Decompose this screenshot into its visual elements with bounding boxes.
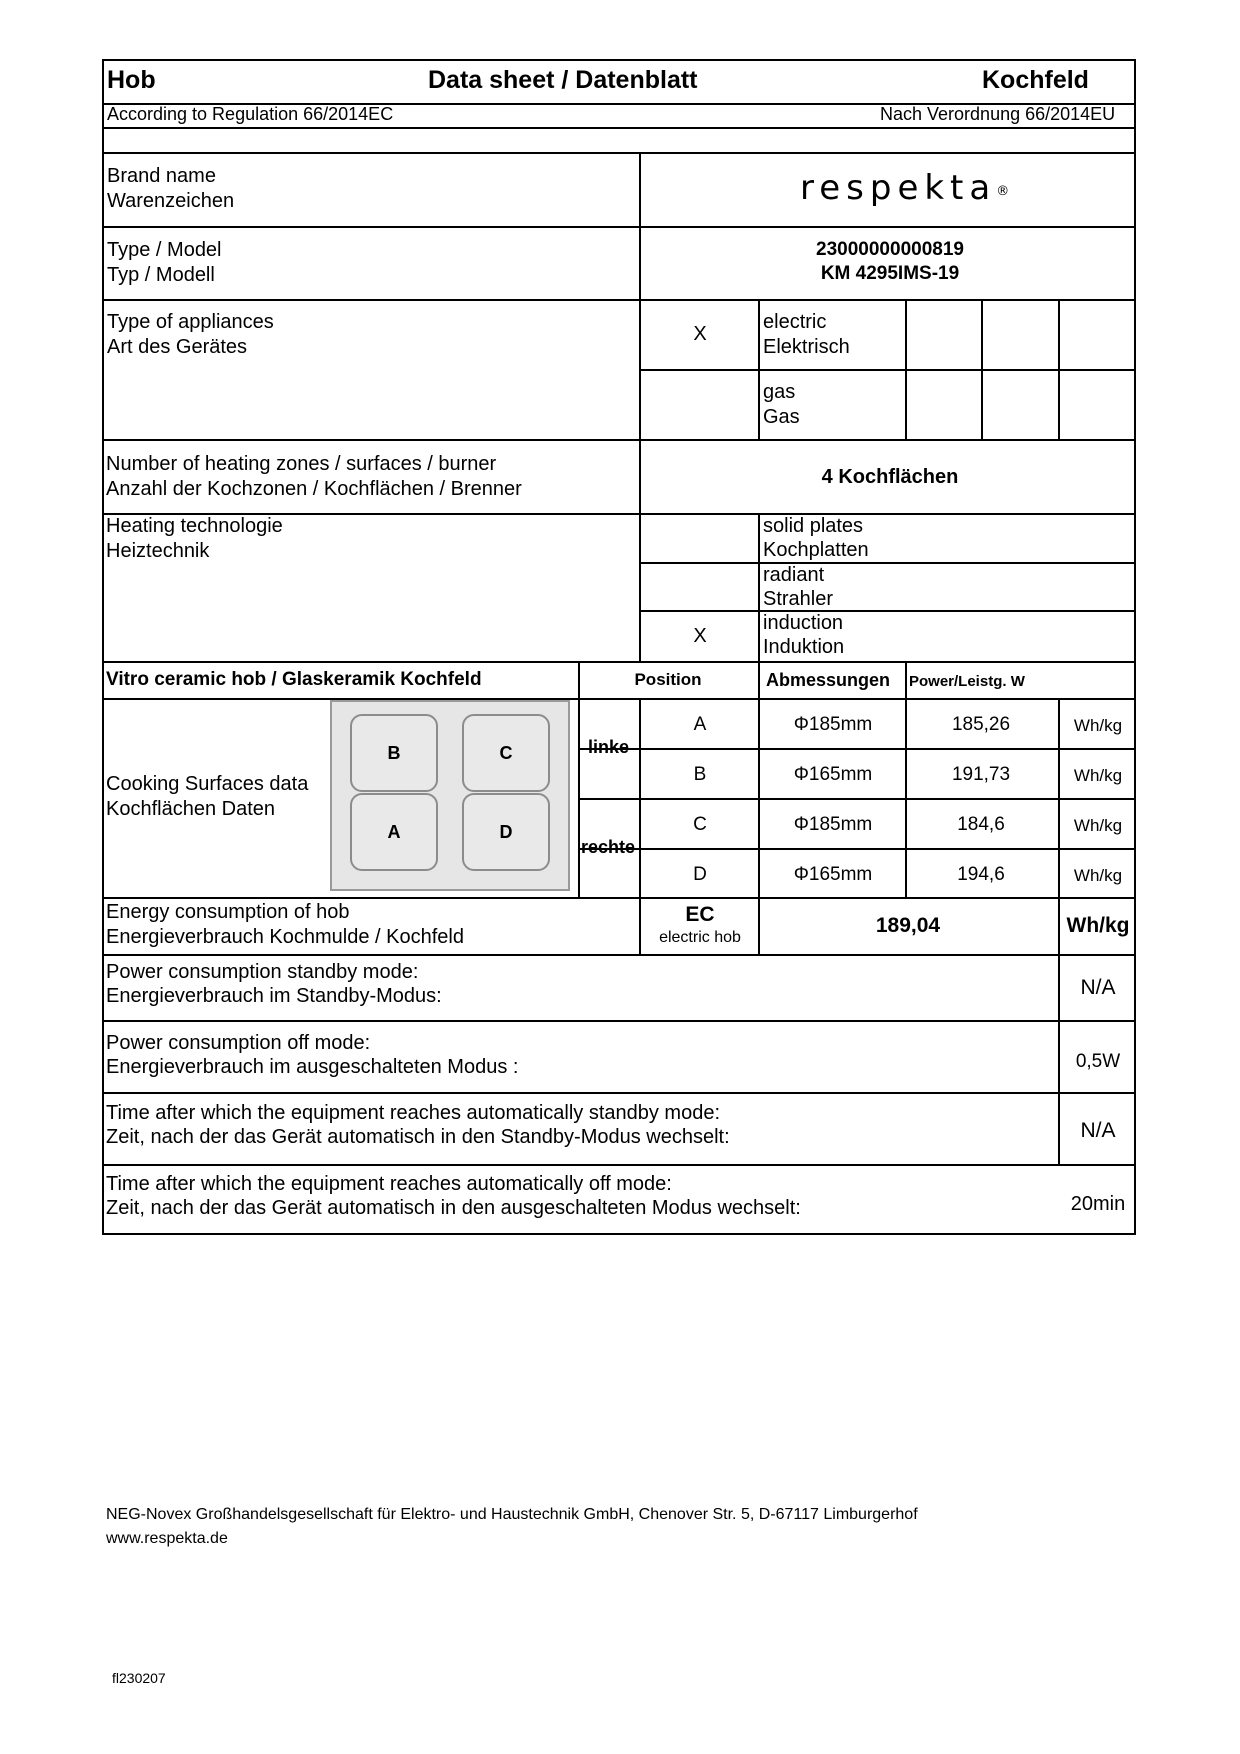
- off-time-value: 20min: [1070, 1193, 1126, 1215]
- electric-mark: X: [693, 323, 707, 345]
- standby-label-de: Energieverbrauch im Standby-Modus:: [106, 985, 442, 1007]
- row-b-dim: Φ165mm: [793, 764, 873, 785]
- row-d-pos: D: [693, 864, 707, 885]
- rule: [981, 299, 983, 439]
- zone-top-right: C: [462, 714, 550, 792]
- row-a-unit: Wh/kg: [1073, 716, 1123, 735]
- col-power: Power/Leistg. W: [909, 673, 1025, 690]
- surfaces-label-en: Cooking Surfaces data: [106, 773, 309, 795]
- regulation-de: Nach Verordnung 66/2014EU: [880, 104, 1116, 124]
- row-d-value: 194,6: [957, 864, 1005, 885]
- row-a-dim: Φ185mm: [793, 714, 873, 735]
- row-a-value: 185,26: [951, 714, 1011, 735]
- brand-label-de: Warenzeichen: [107, 190, 235, 212]
- zones-label-de: Anzahl der Kochzonen / Kochflächen / Brenner: [106, 478, 522, 500]
- option-electric: [763, 310, 850, 360]
- option-radiant: [763, 563, 833, 611]
- hob-diagram: [330, 700, 570, 891]
- off-time-label-en: Time after which the equipment reaches automatically off mode:: [106, 1173, 672, 1195]
- footer-website: www.respekta.de: [106, 1530, 228, 1547]
- side-right: rechte: [581, 837, 636, 857]
- standby-value: N/A: [1080, 976, 1116, 999]
- surfaces-label: [106, 772, 308, 822]
- col-dimensions: Abmessungen: [766, 670, 891, 690]
- rule: [639, 152, 641, 661]
- zones-label-en: Number of heating zones / surfaces / burner: [106, 453, 497, 475]
- rule: [104, 954, 1134, 956]
- logo-text: respekta: [800, 168, 997, 208]
- appliance-type-label-en: Type of appliances: [107, 311, 274, 333]
- energy-unit: Wh/kg: [1066, 914, 1130, 937]
- header-kochfeld: Kochfeld: [982, 66, 1089, 94]
- standby-time-value: N/A: [1080, 1119, 1116, 1142]
- regulation-en: According to Regulation 66/2014EC: [107, 104, 394, 124]
- rule: [104, 226, 1134, 228]
- option-gas: [763, 380, 800, 430]
- rule: [104, 698, 1134, 700]
- model-label-en: Type / Model: [107, 239, 222, 261]
- registered-mark: ®: [996, 184, 1010, 199]
- induction-mark: X: [693, 625, 707, 647]
- rule: [104, 1020, 1134, 1022]
- model-number: 23000000000819: [816, 239, 964, 260]
- zone-bottom-left: A: [350, 793, 438, 871]
- energy-code-sub: electric hob: [659, 929, 741, 946]
- energy-label-de: Energieverbrauch Kochmulde / Kochfeld: [106, 926, 464, 948]
- off-time-label-de: Zeit, nach der das Gerät automatisch in den ausgeschalteten Modus wechselt:: [106, 1197, 801, 1219]
- rule: [578, 661, 580, 897]
- model-label: [107, 238, 222, 288]
- standby-label-en: Power consumption standby mode:: [106, 961, 419, 983]
- rule: [104, 127, 1134, 129]
- option-induction-en: induction: [763, 612, 844, 634]
- row-c-pos: C: [693, 814, 707, 835]
- model-name: KM 4295IMS-19: [820, 263, 960, 284]
- rule: [104, 299, 1134, 301]
- option-radiant-de: Strahler: [763, 588, 834, 610]
- footer-code: fl230207: [112, 1670, 166, 1686]
- appliance-type-label: [107, 310, 274, 360]
- heating-label: [106, 514, 283, 564]
- option-electric-en: electric: [763, 311, 827, 333]
- rule: [639, 610, 1134, 612]
- rule: [578, 848, 1134, 850]
- energy-code: EC: [685, 903, 715, 926]
- zones-label: [106, 452, 522, 502]
- side-left: linke: [588, 737, 630, 757]
- rule: [104, 661, 1134, 663]
- header-hob: Hob: [107, 66, 156, 94]
- option-induction: [763, 611, 844, 659]
- rule: [1058, 299, 1060, 439]
- zone-top-left: B: [350, 714, 438, 792]
- option-solid-plates-en: solid plates: [763, 515, 864, 537]
- option-solid-plates: [763, 514, 869, 562]
- rule: [104, 1164, 1134, 1166]
- row-d-unit: Wh/kg: [1073, 866, 1123, 885]
- offmode-label: [106, 1031, 518, 1079]
- rule: [104, 439, 1134, 441]
- energy-value: 189,04: [875, 914, 941, 937]
- standby-label: [106, 960, 442, 1008]
- rule: [578, 798, 1134, 800]
- rule: [578, 748, 1134, 750]
- option-electric-de: Elektrisch: [763, 336, 850, 358]
- surfaces-title: Vitro ceramic hob / Glaskeramik Kochfeld: [106, 669, 482, 690]
- brand-label-en: Brand name: [107, 165, 216, 187]
- standby-time-label-de: Zeit, nach der das Gerät automatisch in den Standby-Modus wechselt:: [106, 1126, 730, 1148]
- brand-label: [107, 164, 234, 214]
- option-solid-plates-de: Kochplatten: [763, 539, 869, 561]
- off-time-label: [106, 1172, 801, 1220]
- col-position: Position: [634, 670, 702, 689]
- appliance-type-label-de: Art des Gerätes: [107, 336, 248, 358]
- row-d-dim: Φ165mm: [793, 864, 873, 885]
- respekta-logo: [800, 168, 1009, 208]
- row-b-unit: Wh/kg: [1073, 766, 1123, 785]
- standby-time-label-en: Time after which the equipment reaches automatically standby mode:: [106, 1102, 721, 1124]
- row-c-unit: Wh/kg: [1073, 816, 1123, 835]
- row-c-value: 184,6: [957, 814, 1005, 835]
- rule: [104, 152, 1134, 154]
- option-induction-de: Induktion: [763, 636, 845, 658]
- row-a-pos: A: [693, 714, 707, 735]
- rule: [905, 299, 907, 439]
- rule: [758, 299, 760, 439]
- row-c-dim: Φ185mm: [793, 814, 873, 835]
- row-b-pos: B: [693, 764, 707, 785]
- zone-bottom-right: D: [462, 793, 550, 871]
- header-title: Data sheet / Datenblatt: [428, 66, 698, 94]
- energy-label-en: Energy consumption of hob: [106, 901, 350, 923]
- option-radiant-en: radiant: [763, 564, 825, 586]
- offmode-label-de: Energieverbrauch im ausgeschalteten Modus :: [106, 1056, 519, 1078]
- heating-label-en: Heating technologie: [106, 515, 283, 537]
- rule: [104, 897, 1134, 899]
- offmode-label-en: Power consumption off mode:: [106, 1032, 371, 1054]
- energy-label: [106, 900, 464, 950]
- row-b-value: 191,73: [951, 764, 1011, 785]
- rule: [639, 562, 1134, 564]
- standby-time-label: [106, 1101, 730, 1149]
- surfaces-label-de: Kochflächen Daten: [106, 798, 276, 820]
- option-gas-de: Gas: [763, 406, 800, 428]
- heating-label-de: Heiztechnik: [106, 540, 210, 562]
- option-gas-en: gas: [763, 381, 796, 403]
- offmode-value: 0,5W: [1075, 1051, 1121, 1072]
- rule: [104, 1092, 1134, 1094]
- zones-value: 4 Kochflächen: [821, 466, 959, 488]
- model-label-de: Typ / Modell: [107, 264, 215, 286]
- footer-company: NEG-Novex Großhandelsgesellschaft für Elektro- und Haustechnik GmbH, Chenover Str. 5, D-67117 Limburgerhof: [106, 1506, 918, 1523]
